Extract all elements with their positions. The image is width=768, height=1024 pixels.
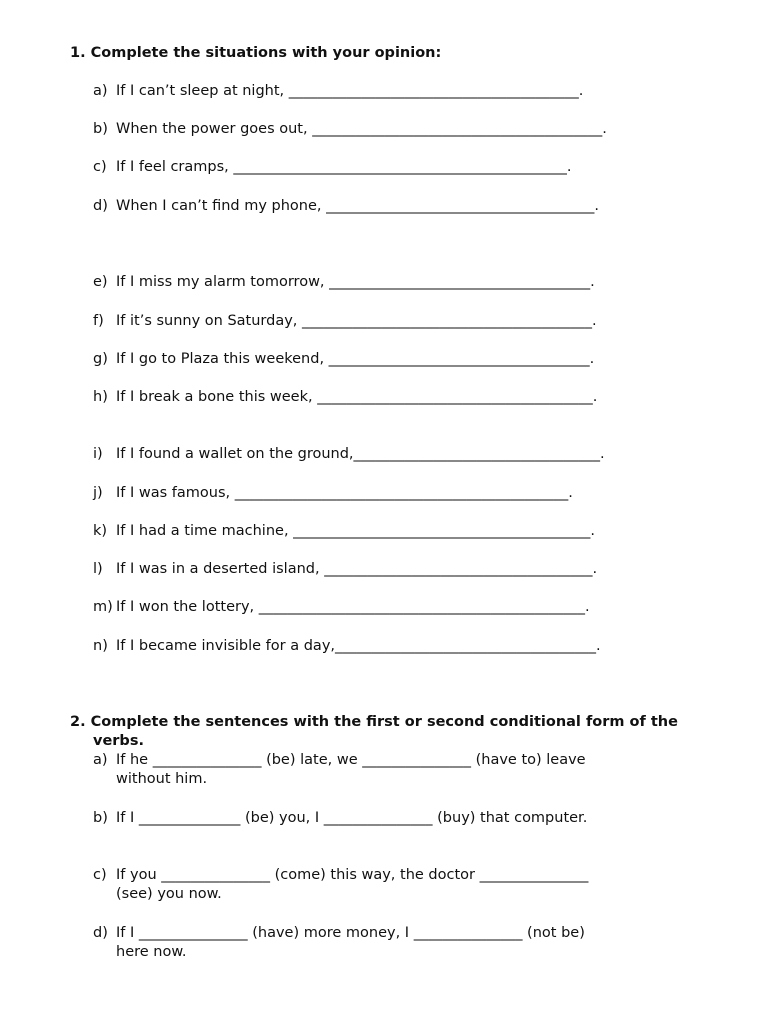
item-line1: If you _______________ (come) this way, the doctor _______________	[116, 867, 589, 883]
item-line1: If I ______________ (be) you, I _______________ (buy) that computer.	[116, 810, 588, 826]
item-text: If I break a bone this week, ______________________________________.	[116, 389, 598, 405]
item-label: c)	[93, 867, 107, 883]
conditional-item-a	[93, 751, 586, 789]
exercise-item-d	[93, 197, 599, 216]
item-label: d)	[93, 198, 108, 214]
conditional-item-d	[93, 924, 585, 962]
exercise-item-n	[93, 637, 601, 656]
item-text: If I was famous, ______________________________________________.	[116, 485, 573, 501]
item-text: If it’s sunny on Saturday, ________________________________________.	[116, 313, 597, 329]
item-label: f)	[93, 313, 104, 329]
exercise-item-k	[93, 522, 595, 541]
item-label: h)	[93, 389, 108, 405]
section-2-heading	[70, 713, 678, 751]
exercise-item-m	[93, 598, 590, 617]
section-1-heading-text: 1. Complete the situations with your opinion:	[70, 45, 442, 61]
item-text: If I won the lottery, _____________________________________________.	[116, 599, 590, 615]
item-label: j)	[93, 485, 103, 501]
item-line2: (see) you now.	[116, 886, 222, 902]
item-text: If I found a wallet on the ground,__________________________________.	[116, 446, 605, 462]
item-text: When I can’t find my phone, _____________________________________.	[116, 198, 599, 214]
item-label: m)	[93, 599, 113, 615]
item-text: If I became invisible for a day,____________________________________.	[116, 638, 601, 654]
item-text: If I can’t sleep at night, ________________________________________.	[116, 83, 584, 99]
item-text: When the power goes out, ________________________________________.	[116, 121, 607, 137]
item-line2: without him.	[116, 771, 208, 787]
item-label: a)	[93, 83, 108, 99]
item-label: d)	[93, 925, 108, 941]
exercise-item-i	[93, 445, 605, 464]
section-1-heading	[70, 44, 441, 63]
item-label: b)	[93, 810, 108, 826]
exercise-item-c	[93, 158, 572, 177]
exercise-item-e	[93, 273, 595, 292]
item-label: l)	[93, 561, 103, 577]
item-label: c)	[93, 159, 107, 175]
conditional-item-b	[93, 809, 587, 828]
item-text: If I had a time machine, _________________________________________.	[116, 523, 596, 539]
item-label: i)	[93, 446, 103, 462]
item-label: b)	[93, 121, 108, 137]
item-line1: If I _______________ (have) more money, I _______________ (not be)	[116, 925, 585, 941]
section-2-heading-line2: verbs.	[93, 733, 144, 749]
item-text: If I miss my alarm tomorrow, ____________________________________.	[116, 274, 595, 290]
item-text: If I go to Plaza this weekend, ____________________________________.	[116, 351, 595, 367]
section-2-heading-line1: 2. Complete the sentences with the first or second conditional form of the	[70, 714, 678, 730]
exercise-item-h	[93, 388, 597, 407]
exercise-item-a	[93, 82, 583, 101]
item-line2: here now.	[116, 944, 187, 960]
exercise-item-l	[93, 560, 597, 579]
item-text: If I feel cramps, ______________________________________________.	[116, 159, 572, 175]
item-line1: If he _______________ (be) late, we _______________ (have to) leave	[116, 752, 586, 768]
item-label: e)	[93, 274, 108, 290]
conditional-item-c	[93, 866, 588, 904]
exercise-item-b	[93, 120, 607, 139]
item-label: k)	[93, 523, 108, 539]
exercise-item-j	[93, 484, 573, 503]
exercise-item-f	[93, 312, 597, 331]
exercise-item-g	[93, 350, 594, 369]
item-label: n)	[93, 638, 108, 654]
item-label: g)	[93, 351, 108, 367]
item-text: If I was in a deserted island, _____________________________________.	[116, 561, 598, 577]
item-label: a)	[93, 752, 108, 768]
